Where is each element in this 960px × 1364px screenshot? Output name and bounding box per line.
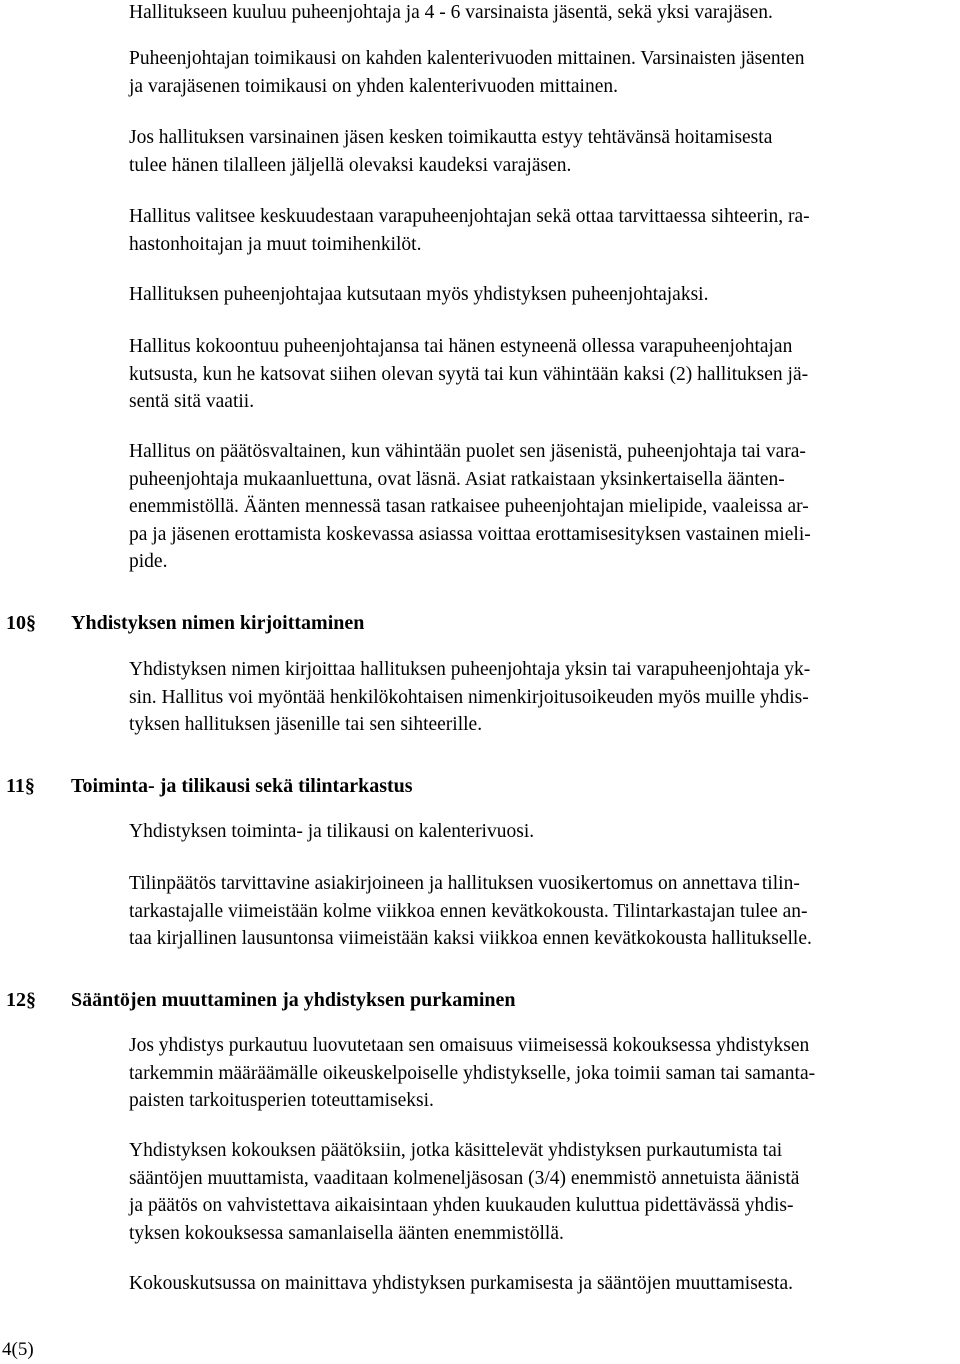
text-line: tyksen kokouksessa samanlaisella äänten enemmistöllä. bbox=[129, 1222, 564, 1244]
section-heading-10 bbox=[6, 610, 364, 638]
text-line: puheenjohtaja mukaanluettuna, ovat läsnä. Asiat ratkaistaan yksinkertaisella äänten- bbox=[129, 468, 785, 490]
section-heading-11 bbox=[6, 773, 413, 801]
text-line: pide. bbox=[129, 551, 168, 572]
section-title: Toiminta- ja tilikausi sekä tilintarkastus bbox=[71, 775, 413, 797]
section-title: Yhdistyksen nimen kirjoittaminen bbox=[71, 612, 365, 634]
paragraph-amendment-majority bbox=[129, 1137, 955, 1247]
text-line: Yhdistyksen nimen kirjoittaa hallituksen puheenjohtaja yksin tai varapuheenjohtaja yk- bbox=[129, 659, 811, 680]
section-number: 11§ bbox=[6, 775, 35, 797]
text-line: Yhdistyksen kokouksen päätöksiin, jotka käsittelevät yhdistyksen purkautumista tai bbox=[129, 1140, 783, 1161]
text-line: Kokouskutsussa on mainittava yhdistyksen purkamisesta ja sääntöjen muuttamisesta. bbox=[129, 1273, 793, 1294]
text-line: ja varajäsenen toimikausi on yhden kalenterivuoden mittainen. bbox=[129, 75, 618, 97]
text-line: sin. Hallitus voi myöntää henkilökohtaisen nimenkirjoitusoikeuden myös muille yhdis- bbox=[129, 686, 809, 708]
text-line: Tilinpäätös tarvittavine asiakirjoineen ja hallituksen vuosikertomus on annettava tilin- bbox=[129, 873, 800, 894]
text-line: enemmistöllä. Äänten mennessä tasan ratkaisee puheenjohtajan mielipide, vaaleissa ar- bbox=[129, 496, 809, 517]
text-line: hastonhoitajan ja muut toimihenkilöt. bbox=[129, 233, 422, 255]
text-line: ja päätös on vahvistettava aikaisintaan yhden kuukauden kuluttua pidettävässä yhdis- bbox=[129, 1195, 794, 1216]
page-number: 4(5) bbox=[2, 1339, 34, 1360]
section-title: Sääntöjen muuttaminen ja yhdistyksen purkaminen bbox=[71, 989, 516, 1011]
paragraph-signing-name bbox=[129, 656, 955, 739]
text-line: Hallitus kokoontuu puheenjohtajansa tai hänen estyneenä ollessa varapuheenjohtajan bbox=[129, 336, 793, 357]
text-line: Hallitus on päätösvaltainen, kun vähintään puolet sen jäsenistä, puheenjohtaja tai vara- bbox=[129, 441, 806, 462]
text-line: Puheenjohtajan toimikausi on kahden kalenterivuoden mittainen. Varsinaisten jäsenten bbox=[129, 48, 805, 69]
text-line: kutsusta, kun he katsovat siihen olevan syytä tai kun vähintään kaksi (2) hallituksen jä- bbox=[129, 363, 809, 385]
text-line: tarkastajalle viimeistään kolme viikkoa ennen kevätkokousta. Tilintarkastajan tulee an- bbox=[129, 900, 808, 922]
section-heading-12 bbox=[6, 987, 516, 1015]
paragraph-dissolution-assets bbox=[129, 1032, 955, 1115]
section-number: 12§ bbox=[6, 989, 36, 1011]
text-line: sentä sitä vaatii. bbox=[129, 391, 255, 412]
section-number: 10§ bbox=[6, 612, 36, 634]
paragraph-meeting-notice bbox=[129, 1270, 955, 1298]
text-line: tulee hänen tilalleen jäljellä olevaksi kaudeksi varajäsen. bbox=[129, 154, 572, 176]
text-line: taa kirjallinen lausuntonsa viimeistään kaksi viikkoa ennen kevätkokousta hallitukselle. bbox=[129, 928, 812, 949]
paragraph-substitute-member bbox=[129, 124, 955, 179]
paragraph-board-composition bbox=[129, 0, 955, 27]
text-line: Hallituksen puheenjohtajaa kutsutaan myös yhdistyksen puheenjohtajaksi. bbox=[129, 284, 709, 305]
text-line: paisten tarkoitusperien toteuttamiseksi. bbox=[129, 1090, 434, 1111]
text-line: pa ja jäsenen erottamista koskevassa asiassa voittaa erottamisesityksen vastainen mieli- bbox=[129, 523, 811, 545]
paragraph-audit bbox=[129, 870, 955, 953]
text-line: Hallitus valitsee keskuudestaan varapuheenjohtajan sekä ottaa tarvittaessa sihteerin, ra- bbox=[129, 206, 810, 227]
paragraph-chairman-title bbox=[129, 281, 955, 309]
text-line: sääntöjen muuttamista, vaaditaan kolmeneljäsosan (3/4) enemmistö annetuista äänistä bbox=[129, 1167, 800, 1189]
paragraph-quorum bbox=[129, 438, 955, 576]
paragraph-officers bbox=[129, 203, 955, 258]
paragraph-meetings bbox=[129, 333, 955, 416]
paragraph-fiscal-year bbox=[129, 818, 955, 846]
text-line: Jos yhdistys purkautuu luovutetaan sen omaisuus viimeisessä kokouksessa yhdistyksen bbox=[129, 1035, 810, 1056]
text-line: Jos hallituksen varsinainen jäsen kesken toimikautta estyy tehtävänsä hoitamisesta bbox=[129, 127, 773, 148]
text-line: Hallitukseen kuuluu puheenjohtaja ja 4 - 6 varsinaista jäsentä, sekä yksi varajäsen. bbox=[129, 2, 773, 23]
text-line: Yhdistyksen toiminta- ja tilikausi on kalenterivuosi. bbox=[129, 821, 535, 842]
paragraph-term-of-office bbox=[129, 45, 955, 100]
text-line: tarkemmin määräämälle oikeuskelpoiselle yhdistykselle, joka toimii saman tai samanta- bbox=[129, 1062, 816, 1084]
text-line: tyksen hallituksen jäsenille tai sen sihteerille. bbox=[129, 714, 483, 735]
